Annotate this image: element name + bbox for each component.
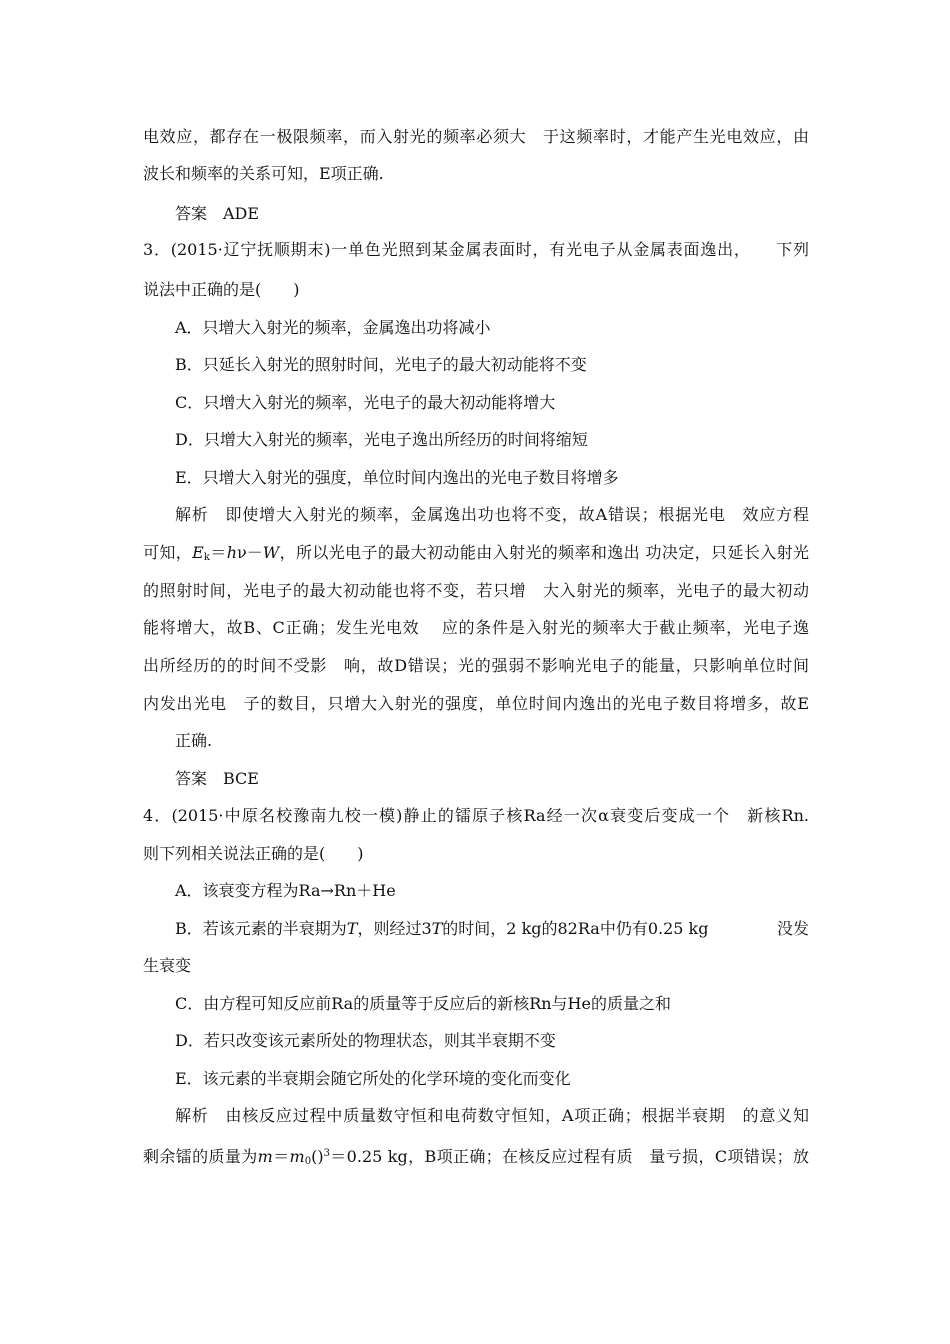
option-b-tail: 没发 — [777, 919, 810, 938]
option-c: C．由方程可知反应前Ra的质量等于反应后的新核Rn与He的质量之和 — [175, 994, 671, 1013]
answer-line: 答案 ADE — [175, 204, 260, 223]
option-e: E．该元素的半衰期会随它所处的化学环境的变化而变化 — [175, 1069, 571, 1088]
option-a: A．只增大入射光的频率，金属逸出功将减小 — [175, 318, 491, 337]
analysis-line: 的照射时间，光电子的最大初动能也将不变，若只增 大入射光的频率，光电子的最大初动 — [143, 581, 809, 600]
paragraph-line: 波长和频率的关系可知，E项正确. — [143, 164, 384, 183]
option-e: E．只增大入射光的强度，单位时间内逸出的光电子数目将增多 — [175, 468, 619, 487]
option-b: B．只延长入射光的照射时间，光电子的最大初动能将不变 — [175, 355, 587, 374]
question-3-stem: 说法中正确的是( ) — [143, 280, 300, 299]
paragraph-line: 电效应，都存在一极限频率，而入射光的频率必须大 于这频率时，才能产生光电效应，由 — [143, 127, 809, 146]
question-4-stem: 4．(2015·中原名校豫南九校一模)静止的镭原子核Ra经一次α衰变后变成一个 新核Rn. — [143, 806, 809, 825]
option-b: B．若该元素的半衰期为T，则经过3T的时间，2 kg的82Ra中仍有0.25 kg — [175, 919, 709, 938]
analysis-line: 正确. — [175, 731, 213, 750]
option-b-continued: 生衰变 — [143, 956, 192, 975]
analysis-line: 剩余镭的质量为$m=m_0()^3=0.25$ kg，B项正确；在核反应过程有质 量亏损，C项错误；放 — [143, 1147, 809, 1167]
analysis-line: 可知，$E_k=h\nu-W$，所以光电子的最大初动能由入射光的频率和逸出 功决定，只延长入射光 — [143, 543, 809, 563]
option-a: A．该衰变方程为Ra→Rn＋He — [175, 881, 396, 900]
analysis-line: 解析 即使增大入射光的频率，金属逸出功也将不变，故A错误；根据光电 效应方程 — [175, 505, 809, 524]
question-4-stem: 则下列相关说法正确的是( ) — [143, 844, 364, 863]
analysis-line: 解析 由核反应过程中质量数守恒和电荷数守恒知，A项正确；根据半衰期 的意义知 — [175, 1106, 809, 1125]
question-3-stem: 3．(2015·辽宁抚顺期末)一单色光照到某金属表面时，有光电子从金属表面逸出， 下列 — [143, 240, 809, 259]
answer-line: 答案 BCE — [175, 769, 259, 788]
option-c: C．只增大入射光的频率，光电子的最大初动能将增大 — [175, 393, 556, 412]
analysis-line: 能将增大，故B、C正确；发生光电效 应的条件是入射光的频率大于截止频率，光电子逸 — [143, 618, 809, 637]
option-d: D．只增大入射光的频率，光电子逸出所经历的时间将缩短 — [175, 430, 588, 449]
analysis-line: 内发出光电 子的数目，只增大入射光的强度，单位时间内逸出的光电子数目将增多，故E — [143, 694, 809, 713]
option-d: D．若只改变该元素所处的物理状态，则其半衰期不变 — [175, 1031, 556, 1050]
analysis-line: 出所经历的的时间不受影 响，故D错误；光的强弱不影响光电子的能量，只影响单位时间 — [143, 656, 809, 675]
